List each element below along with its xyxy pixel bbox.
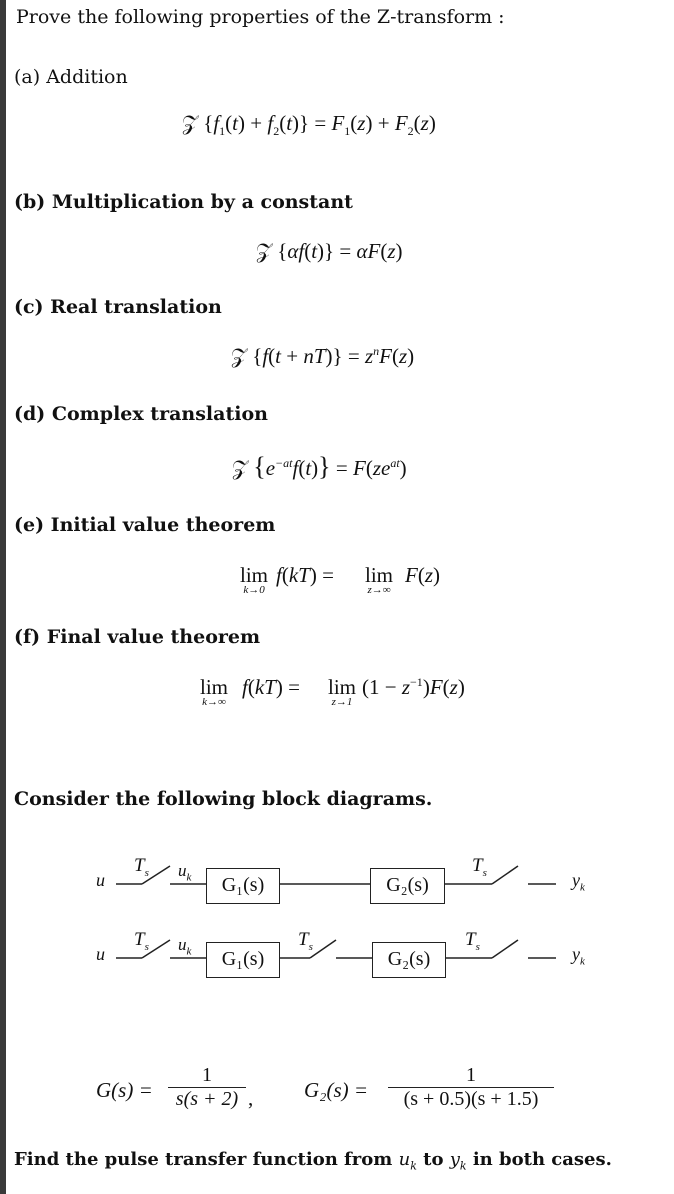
g1-numerator: 1: [202, 1064, 212, 1086]
diagram1-input: u: [96, 870, 105, 890]
diagram1-block-g2: G₂(s): [370, 868, 445, 904]
property-c-equation: 𝒵 $\{f(t + nT)\} = z^nF(z)$: [231, 344, 415, 368]
diagram2-uk: $u_k$: [178, 935, 192, 958]
g2-numerator: 1: [466, 1064, 476, 1086]
property-a-label: (a) Addition: [14, 66, 128, 88]
diagram2-input: u: [96, 944, 105, 964]
diagram2-block-g1: G₁(s): [206, 942, 280, 978]
diagram2-sampler-3: $T_s$: [465, 929, 480, 953]
diagram2-block-g2: G₂(s): [372, 942, 446, 978]
property-d-label: (d) Complex translation: [14, 403, 268, 425]
final-question: Find the pulse transfer function from $u_k$ to $y_k$ in both cases.: [14, 1149, 612, 1173]
block-diagram-intro: Consider the following block diagrams.: [14, 788, 433, 810]
lim-z-to-inf: lim z→∞: [365, 563, 394, 596]
property-b-equation: 𝒵 {αf(t)} = αF(z): [256, 239, 403, 263]
property-e-label: (e) Initial value theorem: [14, 514, 276, 536]
property-f-label: (f) Final value theorem: [14, 626, 261, 648]
g1-denominator: s(s + 2): [175, 1088, 239, 1110]
property-f-rhs: $(1 - z^{-1})F(z)$: [362, 675, 465, 699]
property-e-equation: f(kT) =: [276, 563, 334, 587]
g1-fraction: [168, 1064, 246, 1111]
diagram1-sampler-1: $T_s$: [134, 855, 149, 879]
lim-z-to-1: lim z→1: [328, 675, 357, 708]
diagram2-output: $y_k$: [572, 944, 585, 968]
g2-denominator: (s + 0.5)(s + 1.5): [403, 1088, 539, 1110]
g2-lhs: G₂(s) =: [304, 1078, 369, 1102]
lim-k-to-0: lim k→0: [240, 563, 269, 596]
diagram1-output: $y_k$: [572, 870, 585, 894]
diagram1-sampler-2: $T_s$: [472, 855, 487, 879]
g1-lhs: G(s) =: [96, 1078, 153, 1102]
property-a-equation: 𝒵 $\{f_1(t) + f_2(t)\} = F_1(z) + F_2(z)$: [182, 111, 436, 139]
diagram2-sampler-2: $T_s$: [298, 929, 313, 953]
g1-comma: ,: [248, 1086, 254, 1110]
property-c-label: (c) Real translation: [14, 296, 222, 318]
diagram1-block-g1: G₁(s): [206, 868, 280, 904]
property-d-equation: 𝒵 $\{e^{-at}f(t)\} = F(ze^{at})$: [232, 452, 407, 481]
property-b-label: (b) Multiplication by a constant: [14, 191, 353, 213]
lim-k-to-inf: lim k→∞: [200, 675, 229, 708]
property-f-equation: f(kT) =: [242, 675, 300, 699]
page-title: Prove the following properties of the Z-transform :: [16, 6, 505, 28]
diagram1-uk: $u_k$: [178, 861, 192, 884]
g2-fraction: [388, 1064, 554, 1111]
diagram2-sampler-1: $T_s$: [134, 929, 149, 953]
property-e-rhs: F(z): [405, 563, 441, 587]
